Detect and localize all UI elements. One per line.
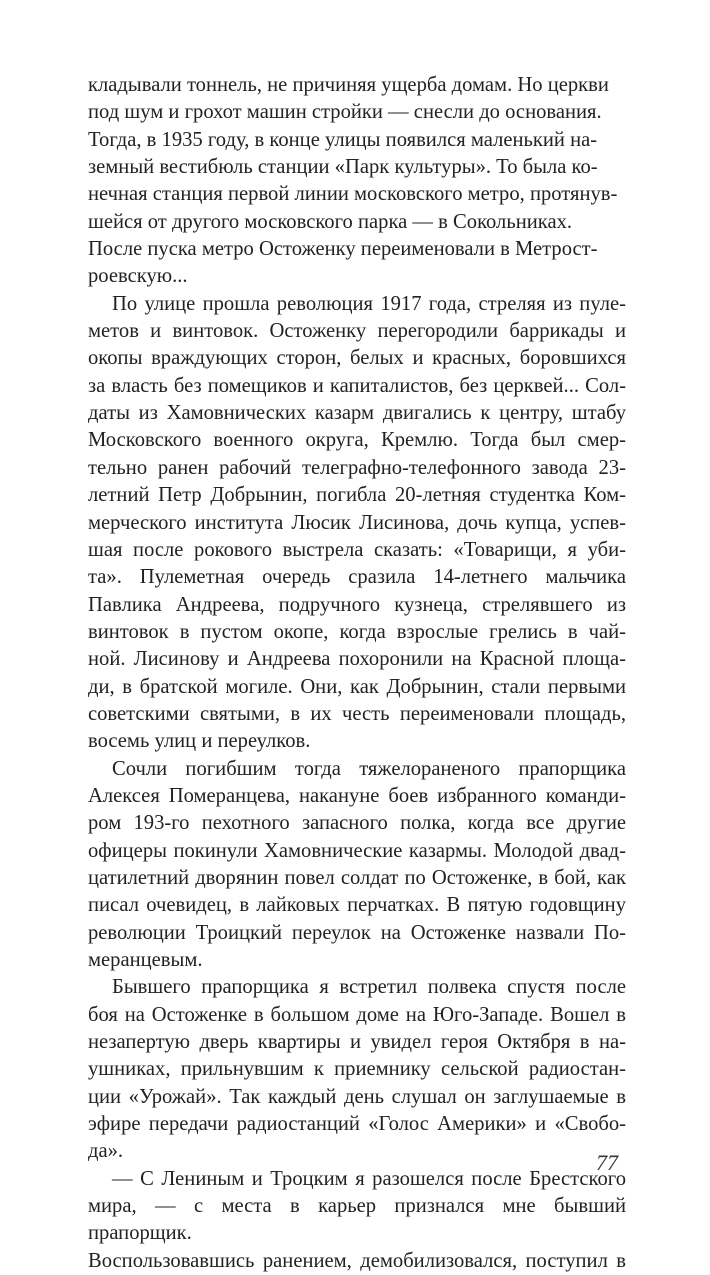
text-line: винтовок в пустом окопе, когда взрослые грелись в чай- xyxy=(88,620,626,643)
text-line: та». Пулеметная очередь сразила 14-летнего мальчика xyxy=(88,566,626,589)
paragraph-1 xyxy=(88,72,626,291)
text-line: мерческого института Люсик Лисинова, дочь купца, успев- xyxy=(88,511,626,534)
text-line: летний Петр Добрынин, погибла 20-летняя студентка Ком- xyxy=(88,484,626,507)
paragraph-5 xyxy=(88,1166,626,1275)
text-line: советскими святыми, в их честь переименовали площадь, xyxy=(88,702,626,725)
text-line: да». xyxy=(88,1140,124,1163)
text-line: ции «Урожай». Так каждый день слушал он заглушаемые в xyxy=(88,1085,626,1108)
text-line: После пуска метро Остоженку переименовали в Метрост- xyxy=(88,238,598,261)
text-line: По улице прошла революция 1917 года, стреляя из пуле- xyxy=(112,292,626,315)
paragraph-3 xyxy=(88,756,626,975)
text-line: окопы враждующих сторон, белых и красных, боровшихся xyxy=(88,347,626,370)
text-line: меранцевым. xyxy=(88,949,203,971)
text-line: ди, в братской могиле. Они, как Добрынин, стали первыми xyxy=(88,675,626,698)
text-line: незапертую дверь квартиры и увидел героя Октября в на- xyxy=(88,1031,626,1054)
text-line: кладывали тоннель, не причиняя ущерба домам. Но церкви xyxy=(88,74,609,96)
page-number: 77 xyxy=(596,1150,618,1175)
text-line: писал очевидец, в лайковых перчатках. В пятую годовщину xyxy=(88,894,626,917)
text-line: ром 193-го пехотного запасного полка, когда все другие xyxy=(88,812,626,835)
text-line: Сочли погибшим тогда тяжелораненого прапорщика xyxy=(112,757,626,780)
text-line: восемь улиц и переулков. xyxy=(88,730,311,753)
text-line: роевскую... xyxy=(88,265,188,288)
text-line: Павлика Андреева, подручного кузнеца, стрелявшего из xyxy=(88,593,626,616)
text-line: мира, — с места в карьер признался мне бывший прапорщик. xyxy=(88,1195,626,1245)
text-line: эфире передачи радиостанций «Голос Америки» и «Свобо- xyxy=(88,1113,626,1136)
text-line: революции Троицкий переулок на Остоженке назвали По- xyxy=(88,921,626,944)
text-line: тельно ранен рабочий телеграфно-телефонного завода 23- xyxy=(88,456,626,479)
text-line: земный вестибюль станции «Парк культуры». То была ко- xyxy=(88,156,598,179)
paragraph-2 xyxy=(88,291,626,756)
paragraph-4 xyxy=(88,974,626,1165)
text-line: боя на Остоженке в большом доме на Юго-Западе. Вошел в xyxy=(88,1003,626,1026)
text-line: под шум и грохот машин стройки — снесли до основания. xyxy=(88,101,602,124)
text-line: Алексея Померанцева, накануне боев избранного команди- xyxy=(88,784,626,807)
body-text xyxy=(88,72,626,1275)
text-line: за власть без помещиков и капиталистов, без церквей... Сол- xyxy=(88,374,626,397)
text-line: Воспользовавшись ранением, демобилизовался, поступил в xyxy=(88,1249,626,1272)
text-line: Бывшего прапорщика я встретил полвека спустя после xyxy=(112,976,626,999)
text-line: шая после рокового выстрела сказать: «Товарищи, я уби- xyxy=(88,538,626,561)
text-line: Тогда, в 1935 году, в конце улицы появился маленький на- xyxy=(88,128,598,151)
text-line: шейся от другого московского парка — в Сокольниках. xyxy=(88,210,573,233)
text-line: даты из Хамовнических казарм двигались к центру, штабу xyxy=(88,402,626,425)
text-line: ной. Лисинову и Андреева похоронили на Красной площа- xyxy=(88,648,626,671)
text-line: Московского военного округа, Кремлю. Тогда был смер- xyxy=(88,429,626,452)
text-line: офицеры покинули Хамовнические казармы. Молодой двад- xyxy=(88,839,626,862)
text-line: ушниках, прильнувшим к приемнику сельской радиостан- xyxy=(88,1058,626,1081)
text-line: — С Лениным и Троцким я разошелся после Брестского xyxy=(112,1167,626,1190)
text-line: нечная станция первой линии московского метро, протянув- xyxy=(88,183,618,206)
text-line: метов и винтовок. Остоженку перегородили баррикады и xyxy=(88,320,626,343)
text-line: цатилетний дворянин повел солдат по Остоженке, в бой, как xyxy=(88,866,626,889)
